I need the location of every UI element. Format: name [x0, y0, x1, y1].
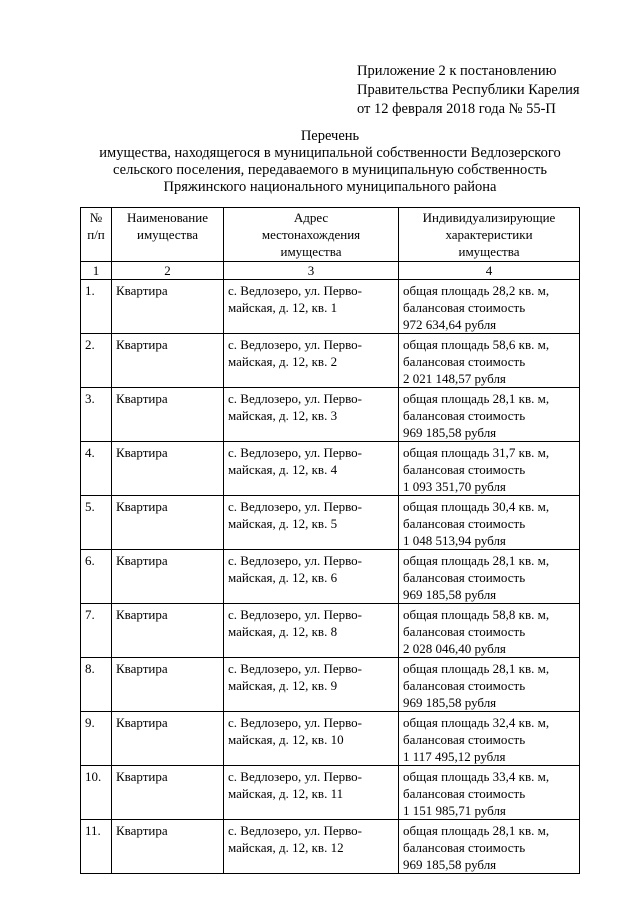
- document-title: [80, 128, 580, 196]
- header-text: №: [89, 210, 103, 225]
- property-name: Квартира: [112, 550, 224, 604]
- property-address: [224, 604, 399, 658]
- balance-value: 1 117 495,12 рубля: [403, 749, 506, 764]
- property-characteristics: [399, 658, 580, 712]
- balance-value: 969 185,58 рубля: [403, 695, 497, 710]
- area-line: общая площадь 30,4 кв. м,: [403, 499, 550, 514]
- address-line: с. Ведлозеро, ул. Перво-: [228, 823, 362, 838]
- property-name: Квартира: [112, 766, 224, 820]
- column-number: 4: [399, 262, 580, 280]
- appendix-line: Правительства Республики Карелия: [357, 82, 580, 98]
- header-text: Индивидуализирующие: [422, 210, 556, 225]
- balance-value: 972 634,64 рубля: [403, 317, 497, 332]
- header-text: Наименование: [127, 210, 208, 225]
- property-name: Квартира: [112, 820, 224, 874]
- title-line: сельского поселения, передаваемого в муниципальную собственность: [113, 162, 547, 178]
- header-cell-characteristics: [399, 208, 580, 262]
- property-name: Квартира: [112, 388, 224, 442]
- row-number: 7.: [81, 604, 112, 658]
- property-address: [224, 280, 399, 334]
- balance-label: балансовая стоимость: [403, 462, 526, 477]
- title-line: Перечень: [300, 128, 360, 144]
- balance-value: 969 185,58 рубля: [403, 425, 497, 440]
- balance-label: балансовая стоимость: [403, 786, 526, 801]
- address-line: с. Ведлозеро, ул. Перво-: [228, 715, 362, 730]
- header-text: характеристики: [445, 227, 533, 242]
- address-line: майская, д. 12, кв. 4: [228, 462, 338, 477]
- row-number: 9.: [81, 712, 112, 766]
- balance-value: 1 093 351,70 рубля: [403, 479, 506, 494]
- table-row: [81, 658, 580, 712]
- address-line: с. Ведлозеро, ул. Перво-: [228, 283, 362, 298]
- property-name: Квартира: [112, 442, 224, 496]
- balance-label: балансовая стоимость: [403, 624, 526, 639]
- address-line: с. Ведлозеро, ул. Перво-: [228, 391, 362, 406]
- balance-value: 1 151 985,71 рубля: [403, 803, 506, 818]
- column-number: 2: [112, 262, 224, 280]
- balance-label: балансовая стоимость: [403, 732, 526, 747]
- address-line: с. Ведлозеро, ул. Перво-: [228, 337, 362, 352]
- header-cell-number: [81, 208, 112, 262]
- balance-label: балансовая стоимость: [403, 300, 526, 315]
- property-name: Квартира: [112, 658, 224, 712]
- area-line: общая площадь 28,1 кв. м,: [403, 553, 550, 568]
- property-characteristics: [399, 496, 580, 550]
- address-line: майская, д. 12, кв. 3: [228, 408, 338, 423]
- property-address: [224, 766, 399, 820]
- property-name: Квартира: [112, 334, 224, 388]
- appendix-line: от 12 февраля 2018 года № 55-П: [357, 101, 556, 117]
- property-table: [80, 207, 580, 874]
- property-characteristics: [399, 280, 580, 334]
- property-characteristics: [399, 442, 580, 496]
- property-name: Квартира: [112, 496, 224, 550]
- property-address: [224, 496, 399, 550]
- header-cell-address: [224, 208, 399, 262]
- appendix-line: Приложение 2 к постановлению: [357, 63, 557, 79]
- property-address: [224, 334, 399, 388]
- area-line: общая площадь 28,2 кв. м,: [403, 283, 550, 298]
- table-row: [81, 388, 580, 442]
- address-line: с. Ведлозеро, ул. Перво-: [228, 769, 362, 784]
- header-cell-name: [112, 208, 224, 262]
- address-line: майская, д. 12, кв. 6: [228, 570, 338, 585]
- title-line: Пряжинского национального муниципального района: [163, 179, 497, 195]
- property-characteristics: [399, 334, 580, 388]
- balance-value: 1 048 513,94 рубля: [403, 533, 506, 548]
- table-row: [81, 334, 580, 388]
- area-line: общая площадь 31,7 кв. м,: [403, 445, 550, 460]
- balance-label: балансовая стоимость: [403, 678, 526, 693]
- property-address: [224, 820, 399, 874]
- address-line: с. Ведлозеро, ул. Перво-: [228, 607, 362, 622]
- row-number: 1.: [81, 280, 112, 334]
- row-number: 5.: [81, 496, 112, 550]
- table-row: [81, 550, 580, 604]
- address-line: с. Ведлозеро, ул. Перво-: [228, 445, 362, 460]
- table-row: [81, 496, 580, 550]
- row-number: 6.: [81, 550, 112, 604]
- address-line: с. Ведлозеро, ул. Перво-: [228, 499, 362, 514]
- area-line: общая площадь 32,4 кв. м,: [403, 715, 550, 730]
- area-line: общая площадь 28,1 кв. м,: [403, 391, 550, 406]
- property-characteristics: [399, 820, 580, 874]
- address-line: майская, д. 12, кв. 2: [228, 354, 338, 369]
- property-characteristics: [399, 766, 580, 820]
- balance-label: балансовая стоимость: [403, 570, 526, 585]
- address-line: майская, д. 12, кв. 1: [228, 300, 338, 315]
- property-address: [224, 658, 399, 712]
- column-number: 3: [224, 262, 399, 280]
- balance-label: балансовая стоимость: [403, 516, 526, 531]
- balance-label: балансовая стоимость: [403, 354, 526, 369]
- header-text: имущества: [137, 227, 198, 242]
- balance-label: балансовая стоимость: [403, 840, 526, 855]
- table-row: [81, 712, 580, 766]
- row-number: 10.: [81, 766, 112, 820]
- table-row: [81, 766, 580, 820]
- property-address: [224, 712, 399, 766]
- header-text: имущества: [280, 244, 342, 259]
- address-line: майская, д. 12, кв. 5: [228, 516, 338, 531]
- address-line: майская, д. 12, кв. 12: [228, 840, 344, 855]
- area-line: общая площадь 33,4 кв. м,: [403, 769, 550, 784]
- property-address: [224, 388, 399, 442]
- header-text: Адрес: [293, 210, 329, 225]
- area-line: общая площадь 58,6 кв. м,: [403, 337, 550, 352]
- area-line: общая площадь 28,1 кв. м,: [403, 661, 550, 676]
- header-text: п/п: [87, 227, 105, 242]
- area-line: общая площадь 58,8 кв. м,: [403, 607, 550, 622]
- property-characteristics: [399, 550, 580, 604]
- property-name: Квартира: [112, 280, 224, 334]
- address-line: майская, д. 12, кв. 9: [228, 678, 338, 693]
- table-row: [81, 442, 580, 496]
- header-text: имущества: [458, 244, 520, 259]
- row-number: 11.: [81, 820, 112, 874]
- column-number-row: [81, 262, 580, 280]
- row-number: 2.: [81, 334, 112, 388]
- table-row: [81, 820, 580, 874]
- table-header-row: [81, 208, 580, 262]
- address-line: с. Ведлозеро, ул. Перво-: [228, 553, 362, 568]
- column-number: 1: [81, 262, 112, 280]
- table-row: [81, 604, 580, 658]
- balance-label: балансовая стоимость: [403, 408, 526, 423]
- balance-value: 969 185,58 рубля: [403, 857, 497, 872]
- table-row: [81, 280, 580, 334]
- balance-value: 969 185,58 рубля: [403, 587, 497, 602]
- property-characteristics: [399, 388, 580, 442]
- appendix-block: [357, 62, 580, 119]
- address-line: майская, д. 12, кв. 11: [228, 786, 344, 801]
- header-text: местонахождения: [261, 227, 361, 242]
- address-line: майская, д. 12, кв. 10: [228, 732, 344, 747]
- title-line: имущества, находящегося в муниципальной собственности Ведлозерского: [99, 145, 561, 161]
- address-line: с. Ведлозеро, ул. Перво-: [228, 661, 362, 676]
- property-name: Квартира: [112, 712, 224, 766]
- area-line: общая площадь 28,1 кв. м,: [403, 823, 550, 838]
- address-line: майская, д. 12, кв. 8: [228, 624, 338, 639]
- row-number: 8.: [81, 658, 112, 712]
- row-number: 4.: [81, 442, 112, 496]
- property-characteristics: [399, 712, 580, 766]
- balance-value: 2 028 046,40 рубля: [403, 641, 506, 656]
- balance-value: 2 021 148,57 рубля: [403, 371, 506, 386]
- property-name: Квартира: [112, 604, 224, 658]
- property-address: [224, 442, 399, 496]
- property-characteristics: [399, 604, 580, 658]
- row-number: 3.: [81, 388, 112, 442]
- property-address: [224, 550, 399, 604]
